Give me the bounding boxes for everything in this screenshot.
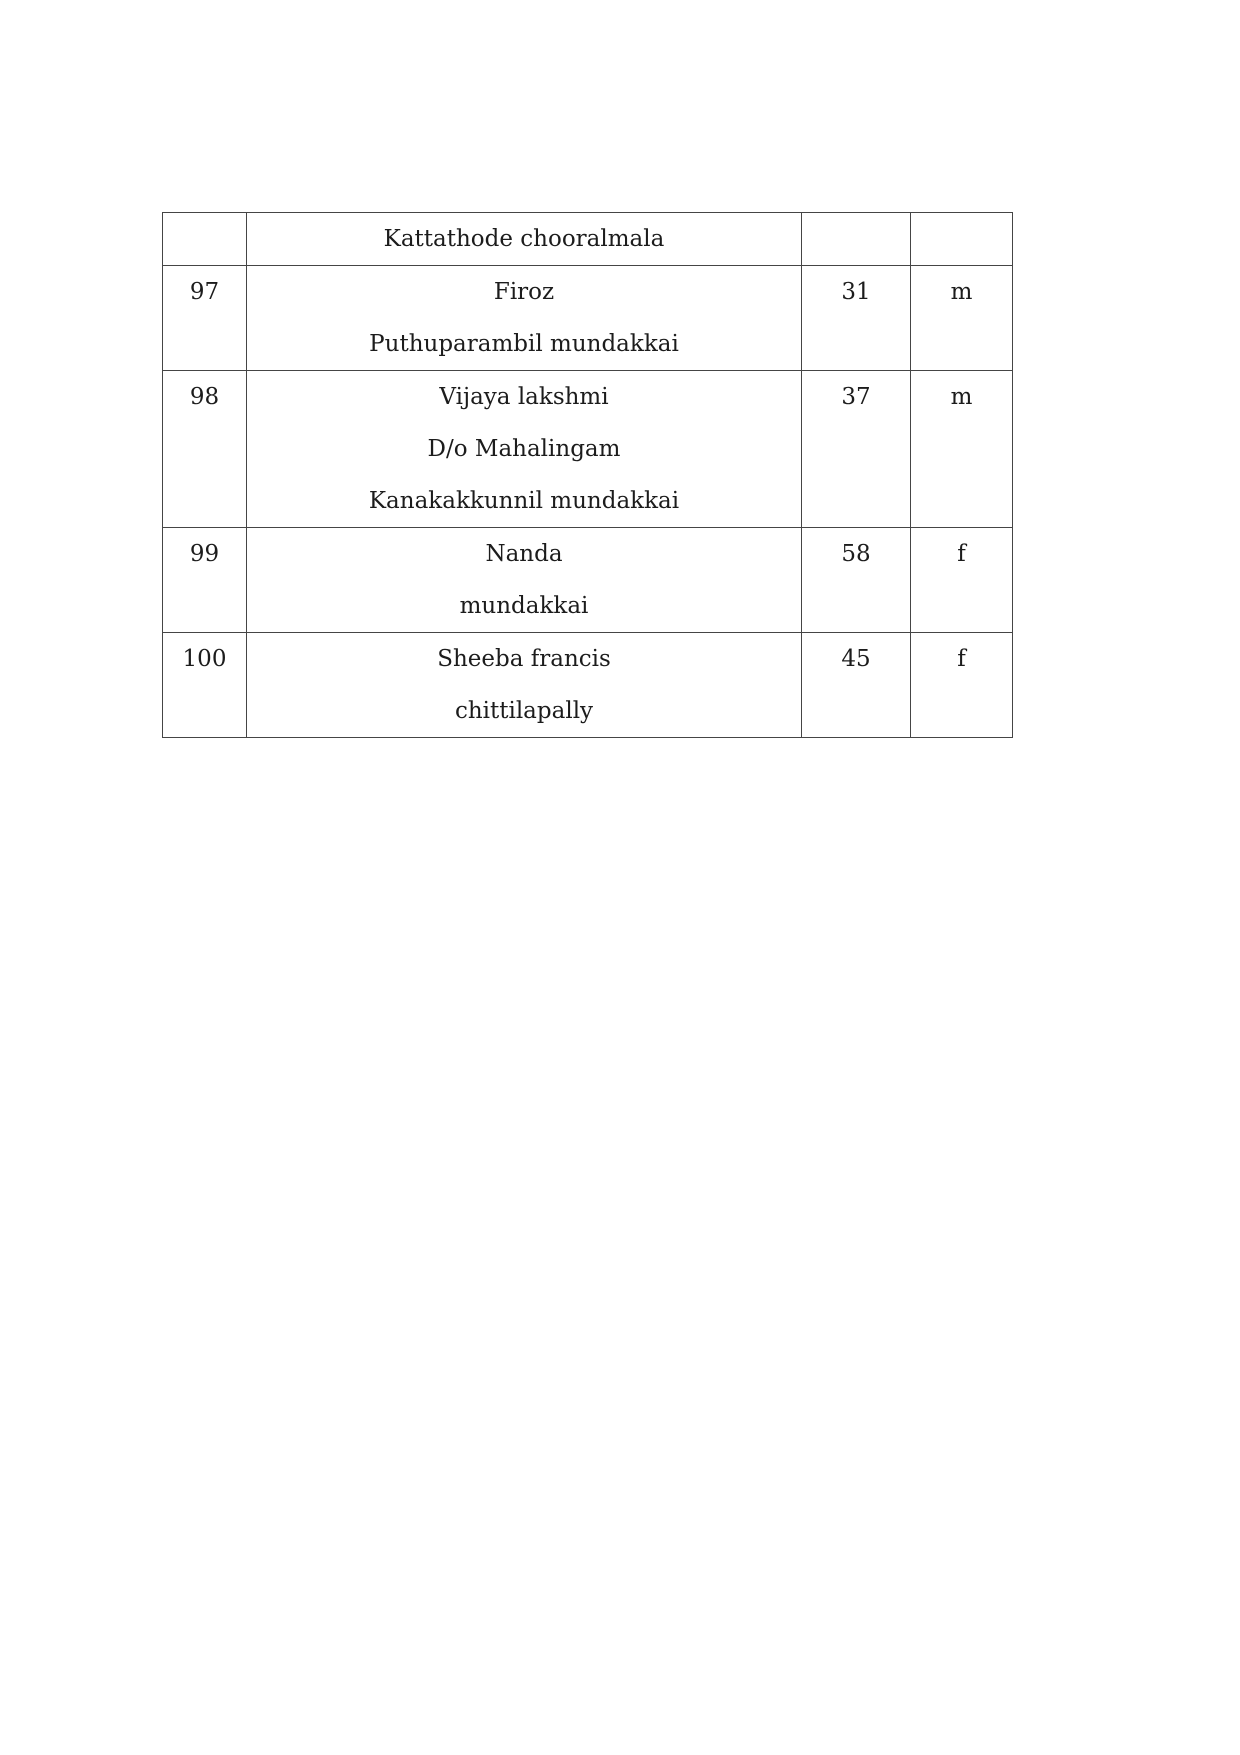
gender-value: m (950, 279, 973, 305)
no-value: 99 (189, 541, 220, 567)
no-value (163, 213, 246, 265)
age-value (802, 213, 910, 265)
age-value: 58 (841, 541, 871, 567)
name-cell (247, 266, 802, 371)
age-value: 37 (841, 384, 871, 410)
gender-value (911, 213, 1012, 265)
name-line: Vijaya lakshmi (439, 384, 609, 410)
gender-cell (911, 213, 1013, 266)
age-cell (802, 633, 911, 738)
table-row (163, 266, 1013, 371)
name-cell (247, 528, 802, 633)
age-value: 45 (841, 646, 871, 672)
gender-cell (911, 528, 1013, 633)
age-cell (802, 213, 911, 266)
no-cell (163, 213, 247, 266)
age-cell (802, 266, 911, 371)
roster-table (162, 212, 1013, 738)
name-line: mundakkai (459, 593, 589, 619)
name-line: Kanakakkunnil mundakkai (368, 488, 680, 514)
name-line: Kattathode chooralmala (383, 226, 665, 252)
name-cell (247, 371, 802, 528)
name-line: Sheeba francis (437, 646, 611, 672)
no-cell (163, 371, 247, 528)
gender-value: f (957, 541, 966, 567)
no-value: 97 (189, 279, 220, 305)
table-row (163, 213, 1013, 266)
gender-value: m (950, 384, 973, 410)
no-value: 100 (182, 646, 227, 672)
age-cell (802, 528, 911, 633)
age-cell (802, 371, 911, 528)
name-line: Nanda (485, 541, 563, 567)
gender-value: f (957, 646, 966, 672)
name-line: Puthuparambil mundakkai (369, 331, 679, 357)
name-line: D/o Mahalingam (427, 436, 621, 462)
table-row (163, 633, 1013, 738)
name-line: chittilapally (454, 698, 594, 724)
table-row (163, 371, 1013, 528)
name-line: Firoz (493, 279, 555, 305)
name-cell (247, 633, 802, 738)
gender-cell (911, 266, 1013, 371)
no-cell (163, 528, 247, 633)
table-row (163, 528, 1013, 633)
no-value: 98 (189, 384, 220, 410)
name-cell (247, 213, 802, 266)
age-value: 31 (841, 279, 871, 305)
roster-table-body (163, 213, 1013, 738)
gender-cell (911, 633, 1013, 738)
gender-cell (911, 371, 1013, 528)
no-cell (163, 633, 247, 738)
no-cell (163, 266, 247, 371)
